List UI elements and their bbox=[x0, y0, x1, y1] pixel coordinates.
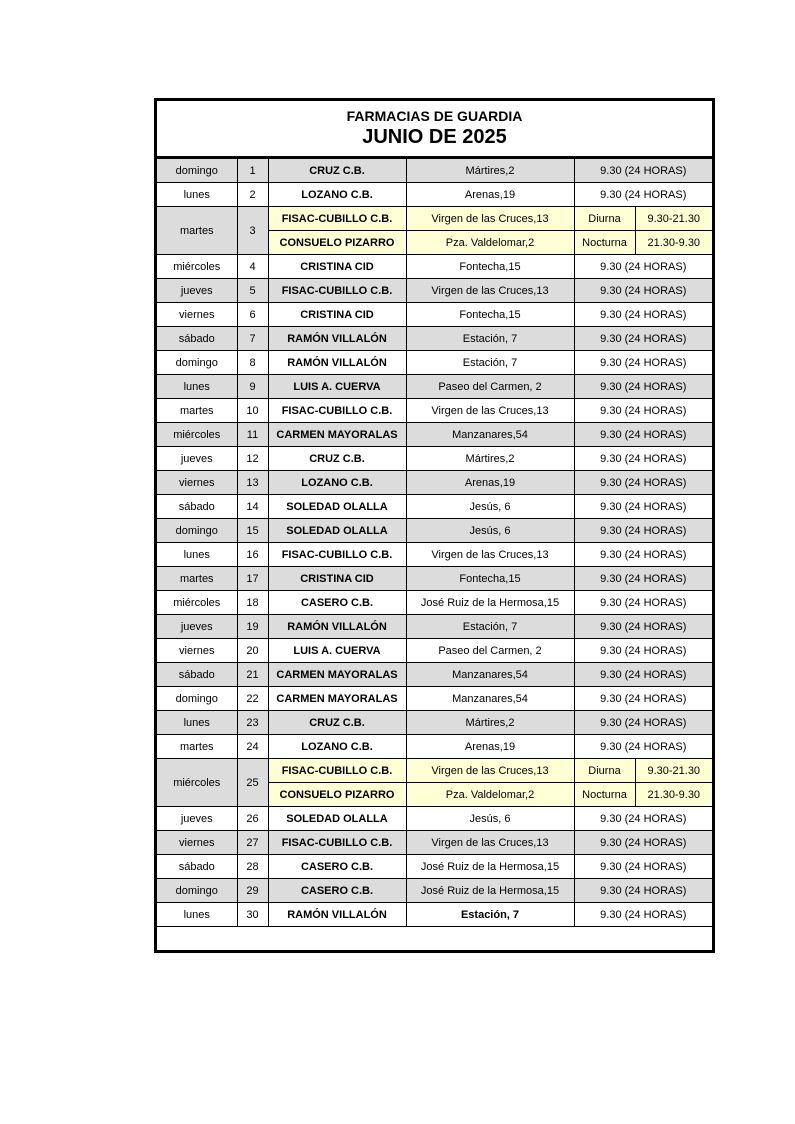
day-cell: lunes bbox=[157, 711, 237, 735]
table-row bbox=[157, 855, 712, 879]
pharmacy-name-cell: LUIS A. CUERVA bbox=[268, 639, 406, 663]
date-cell: 27 bbox=[237, 831, 268, 855]
address-cell: Arenas,19 bbox=[406, 183, 574, 207]
hours-cell: 9.30 (24 HORAS) bbox=[574, 903, 712, 927]
day-cell: viernes bbox=[157, 303, 237, 327]
shift-cell: Diurna bbox=[574, 207, 635, 231]
day-cell: martes bbox=[157, 207, 237, 255]
table-row bbox=[157, 351, 712, 375]
address-cell: Virgen de las Cruces,13 bbox=[406, 207, 574, 231]
pharmacy-name-cell: CRUZ C.B. bbox=[268, 159, 406, 183]
address-cell: Virgen de las Cruces,13 bbox=[406, 759, 574, 783]
day-cell: domingo bbox=[157, 879, 237, 903]
day-cell: lunes bbox=[157, 903, 237, 927]
hours-cell: 9.30 (24 HORAS) bbox=[574, 255, 712, 279]
schedule-table bbox=[157, 158, 712, 927]
day-cell: jueves bbox=[157, 447, 237, 471]
date-cell: 10 bbox=[237, 399, 268, 423]
pharmacy-name-cell: CRISTINA CID bbox=[268, 255, 406, 279]
schedule-header bbox=[157, 101, 712, 158]
hours-cell: 9.30 (24 HORAS) bbox=[574, 327, 712, 351]
date-cell: 6 bbox=[237, 303, 268, 327]
address-cell: Estación, 7 bbox=[406, 351, 574, 375]
day-cell: domingo bbox=[157, 519, 237, 543]
shift-cell: Diurna bbox=[574, 759, 635, 783]
address-cell: Arenas,19 bbox=[406, 735, 574, 759]
hours-cell: 9.30 (24 HORAS) bbox=[574, 519, 712, 543]
table-row bbox=[157, 399, 712, 423]
table-row bbox=[157, 447, 712, 471]
address-cell: Estación, 7 bbox=[406, 327, 574, 351]
address-cell: Virgen de las Cruces,13 bbox=[406, 279, 574, 303]
hours-cell: 9.30 (24 HORAS) bbox=[574, 375, 712, 399]
pharmacy-name-cell: FISAC-CUBILLO C.B. bbox=[268, 831, 406, 855]
pharmacy-name-cell: CONSUELO PIZARRO bbox=[268, 231, 406, 255]
hours-cell: 9.30 (24 HORAS) bbox=[574, 159, 712, 183]
day-cell: domingo bbox=[157, 351, 237, 375]
address-cell: Virgen de las Cruces,13 bbox=[406, 831, 574, 855]
hours-cell: 9.30 (24 HORAS) bbox=[574, 687, 712, 711]
table-row bbox=[157, 735, 712, 759]
pharmacy-name-cell: FISAC-CUBILLO C.B. bbox=[268, 399, 406, 423]
address-cell: Jesús, 6 bbox=[406, 519, 574, 543]
date-cell: 4 bbox=[237, 255, 268, 279]
pharmacy-schedule-sheet bbox=[154, 98, 715, 953]
date-cell: 19 bbox=[237, 615, 268, 639]
table-row bbox=[157, 687, 712, 711]
pharmacy-name-cell: SOLEDAD OLALLA bbox=[268, 519, 406, 543]
date-cell: 24 bbox=[237, 735, 268, 759]
hours-cell: 9.30 (24 HORAS) bbox=[574, 591, 712, 615]
hours-cell: 21.30-9.30 bbox=[635, 783, 712, 807]
address-cell: Virgen de las Cruces,13 bbox=[406, 399, 574, 423]
address-cell: Jesús, 6 bbox=[406, 807, 574, 831]
day-cell: jueves bbox=[157, 615, 237, 639]
pharmacy-name-cell: SOLEDAD OLALLA bbox=[268, 807, 406, 831]
hours-cell: 9.30 (24 HORAS) bbox=[574, 471, 712, 495]
date-cell: 20 bbox=[237, 639, 268, 663]
pharmacy-name-cell: CRISTINA CID bbox=[268, 303, 406, 327]
day-cell: jueves bbox=[157, 807, 237, 831]
address-cell: Pza. Valdelomar,2 bbox=[406, 231, 574, 255]
address-cell: Jesús, 6 bbox=[406, 495, 574, 519]
hours-cell: 9.30 (24 HORAS) bbox=[574, 399, 712, 423]
hours-cell: 9.30 (24 HORAS) bbox=[574, 855, 712, 879]
date-cell: 9 bbox=[237, 375, 268, 399]
table-row bbox=[157, 255, 712, 279]
table-row bbox=[157, 495, 712, 519]
pharmacy-name-cell: LUIS A. CUERVA bbox=[268, 375, 406, 399]
day-cell: miércoles bbox=[157, 423, 237, 447]
table-row bbox=[157, 543, 712, 567]
hours-cell: 9.30 (24 HORAS) bbox=[574, 567, 712, 591]
date-cell: 7 bbox=[237, 327, 268, 351]
address-cell: Arenas,19 bbox=[406, 471, 574, 495]
day-cell: lunes bbox=[157, 543, 237, 567]
table-row bbox=[157, 567, 712, 591]
day-cell: miércoles bbox=[157, 591, 237, 615]
pharmacy-name-cell: LOZANO C.B. bbox=[268, 735, 406, 759]
date-cell: 2 bbox=[237, 183, 268, 207]
date-cell: 25 bbox=[237, 759, 268, 807]
table-row bbox=[157, 303, 712, 327]
table-row bbox=[157, 183, 712, 207]
shift-cell: Nocturna bbox=[574, 231, 635, 255]
date-cell: 3 bbox=[237, 207, 268, 255]
pharmacy-name-cell: FISAC-CUBILLO C.B. bbox=[268, 279, 406, 303]
day-cell: sábado bbox=[157, 327, 237, 351]
table-row bbox=[157, 615, 712, 639]
hours-cell: 9.30 (24 HORAS) bbox=[574, 711, 712, 735]
address-cell: Mártires,2 bbox=[406, 711, 574, 735]
address-cell: Mártires,2 bbox=[406, 447, 574, 471]
table-row bbox=[157, 807, 712, 831]
address-cell: Fontecha,15 bbox=[406, 303, 574, 327]
date-cell: 16 bbox=[237, 543, 268, 567]
pharmacy-name-cell: LOZANO C.B. bbox=[268, 183, 406, 207]
table-row bbox=[157, 663, 712, 687]
table-row bbox=[157, 639, 712, 663]
date-cell: 1 bbox=[237, 159, 268, 183]
date-cell: 23 bbox=[237, 711, 268, 735]
hours-cell: 21.30-9.30 bbox=[635, 231, 712, 255]
table-row bbox=[157, 423, 712, 447]
table-row bbox=[157, 879, 712, 903]
hours-cell: 9.30 (24 HORAS) bbox=[574, 543, 712, 567]
date-cell: 30 bbox=[237, 903, 268, 927]
hours-cell: 9.30 (24 HORAS) bbox=[574, 879, 712, 903]
hours-cell: 9.30-21.30 bbox=[635, 759, 712, 783]
pharmacy-name-cell: CONSUELO PIZARRO bbox=[268, 783, 406, 807]
date-cell: 13 bbox=[237, 471, 268, 495]
date-cell: 26 bbox=[237, 807, 268, 831]
table-row bbox=[157, 279, 712, 303]
hours-cell: 9.30 (24 HORAS) bbox=[574, 615, 712, 639]
table-row bbox=[157, 327, 712, 351]
address-cell: Paseo del Carmen, 2 bbox=[406, 375, 574, 399]
hours-cell: 9.30 (24 HORAS) bbox=[574, 807, 712, 831]
pharmacy-name-cell: CASERO C.B. bbox=[268, 591, 406, 615]
pharmacy-name-cell: CRUZ C.B. bbox=[268, 447, 406, 471]
hours-cell: 9.30 (24 HORAS) bbox=[574, 351, 712, 375]
pharmacy-name-cell: RAMÓN VILLALÓN bbox=[268, 615, 406, 639]
header-month: JUNIO DE 2025 bbox=[362, 126, 507, 148]
address-cell: Fontecha,15 bbox=[406, 255, 574, 279]
table-row bbox=[157, 711, 712, 735]
address-cell: Manzanares,54 bbox=[406, 423, 574, 447]
hours-cell: 9.30 (24 HORAS) bbox=[574, 447, 712, 471]
date-cell: 17 bbox=[237, 567, 268, 591]
date-cell: 15 bbox=[237, 519, 268, 543]
pharmacy-name-cell: CARMEN MAYORALAS bbox=[268, 663, 406, 687]
day-cell: viernes bbox=[157, 831, 237, 855]
address-cell: Pza. Valdelomar,2 bbox=[406, 783, 574, 807]
day-cell: sábado bbox=[157, 495, 237, 519]
hours-cell: 9.30 (24 HORAS) bbox=[574, 735, 712, 759]
pharmacy-name-cell: CASERO C.B. bbox=[268, 879, 406, 903]
address-cell: Virgen de las Cruces,13 bbox=[406, 543, 574, 567]
hours-cell: 9.30 (24 HORAS) bbox=[574, 831, 712, 855]
hours-cell: 9.30 (24 HORAS) bbox=[574, 183, 712, 207]
day-cell: viernes bbox=[157, 639, 237, 663]
hours-cell: 9.30 (24 HORAS) bbox=[574, 663, 712, 687]
pharmacy-name-cell: CARMEN MAYORALAS bbox=[268, 687, 406, 711]
pharmacy-name-cell: FISAC-CUBILLO C.B. bbox=[268, 543, 406, 567]
date-cell: 11 bbox=[237, 423, 268, 447]
pharmacy-name-cell: CRISTINA CID bbox=[268, 567, 406, 591]
date-cell: 21 bbox=[237, 663, 268, 687]
address-cell: Estación, 7 bbox=[406, 903, 574, 927]
day-cell: martes bbox=[157, 567, 237, 591]
pharmacy-name-cell: LOZANO C.B. bbox=[268, 471, 406, 495]
date-cell: 18 bbox=[237, 591, 268, 615]
hours-cell: 9.30 (24 HORAS) bbox=[574, 279, 712, 303]
pharmacy-name-cell: FISAC-CUBILLO C.B. bbox=[268, 759, 406, 783]
table-row bbox=[157, 903, 712, 927]
header-title: FARMACIAS DE GUARDIA bbox=[346, 108, 523, 124]
table-row bbox=[157, 471, 712, 495]
address-cell: Paseo del Carmen, 2 bbox=[406, 639, 574, 663]
address-cell: Mártires,2 bbox=[406, 159, 574, 183]
pharmacy-name-cell: RAMÓN VILLALÓN bbox=[268, 903, 406, 927]
hours-cell: 9.30-21.30 bbox=[635, 207, 712, 231]
table-row bbox=[157, 519, 712, 543]
address-cell: Fontecha,15 bbox=[406, 567, 574, 591]
pharmacy-name-cell: CARMEN MAYORALAS bbox=[268, 423, 406, 447]
table-row bbox=[157, 375, 712, 399]
pharmacy-name-cell: SOLEDAD OLALLA bbox=[268, 495, 406, 519]
table-row bbox=[157, 759, 712, 783]
day-cell: martes bbox=[157, 735, 237, 759]
day-cell: miércoles bbox=[157, 759, 237, 807]
hours-cell: 9.30 (24 HORAS) bbox=[574, 639, 712, 663]
shift-cell: Nocturna bbox=[574, 783, 635, 807]
date-cell: 22 bbox=[237, 687, 268, 711]
address-cell: Estación, 7 bbox=[406, 615, 574, 639]
day-cell: domingo bbox=[157, 159, 237, 183]
day-cell: miércoles bbox=[157, 255, 237, 279]
pharmacy-name-cell: FISAC-CUBILLO C.B. bbox=[268, 207, 406, 231]
address-cell: José Ruiz de la Hermosa,15 bbox=[406, 879, 574, 903]
address-cell: Manzanares,54 bbox=[406, 663, 574, 687]
date-cell: 29 bbox=[237, 879, 268, 903]
hours-cell: 9.30 (24 HORAS) bbox=[574, 423, 712, 447]
date-cell: 12 bbox=[237, 447, 268, 471]
date-cell: 5 bbox=[237, 279, 268, 303]
day-cell: jueves bbox=[157, 279, 237, 303]
date-cell: 28 bbox=[237, 855, 268, 879]
day-cell: domingo bbox=[157, 687, 237, 711]
day-cell: lunes bbox=[157, 183, 237, 207]
day-cell: martes bbox=[157, 399, 237, 423]
pharmacy-name-cell: RAMÓN VILLALÓN bbox=[268, 351, 406, 375]
date-cell: 8 bbox=[237, 351, 268, 375]
table-row bbox=[157, 831, 712, 855]
pharmacy-name-cell: RAMÓN VILLALÓN bbox=[268, 327, 406, 351]
day-cell: sábado bbox=[157, 855, 237, 879]
day-cell: viernes bbox=[157, 471, 237, 495]
address-cell: José Ruiz de la Hermosa,15 bbox=[406, 855, 574, 879]
table-row bbox=[157, 591, 712, 615]
address-cell: Manzanares,54 bbox=[406, 687, 574, 711]
day-cell: sábado bbox=[157, 663, 237, 687]
hours-cell: 9.30 (24 HORAS) bbox=[574, 495, 712, 519]
table-row bbox=[157, 207, 712, 231]
pharmacy-name-cell: CRUZ C.B. bbox=[268, 711, 406, 735]
day-cell: lunes bbox=[157, 375, 237, 399]
date-cell: 14 bbox=[237, 495, 268, 519]
pharmacy-name-cell: CASERO C.B. bbox=[268, 855, 406, 879]
hours-cell: 9.30 (24 HORAS) bbox=[574, 303, 712, 327]
address-cell: José Ruiz de la Hermosa,15 bbox=[406, 591, 574, 615]
table-row bbox=[157, 159, 712, 183]
